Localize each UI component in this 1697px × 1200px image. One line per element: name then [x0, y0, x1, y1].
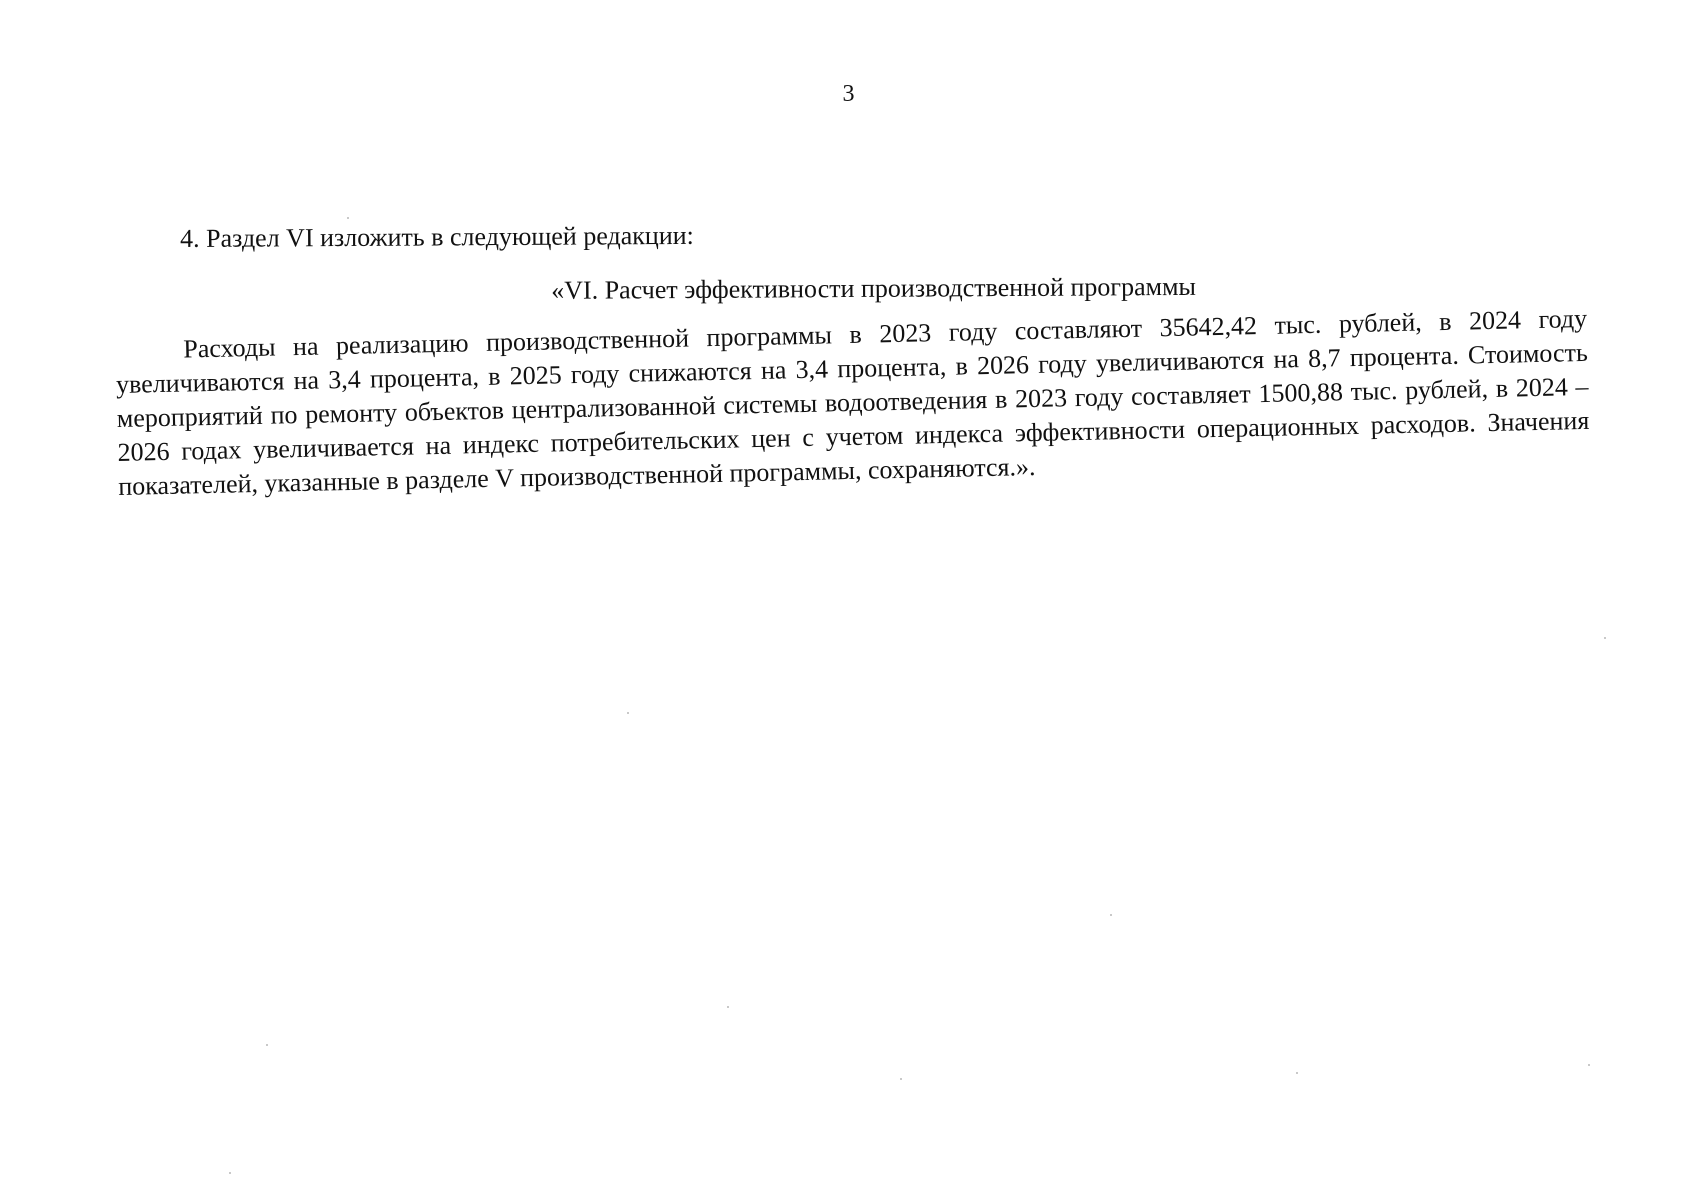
scan-speck: [347, 217, 349, 219]
section-title: «VI. Расчет эффективности производственной программы: [551, 271, 1197, 305]
scan-speck: [727, 1006, 729, 1008]
scan-speck: [1110, 914, 1112, 916]
scan-speck: [1296, 1072, 1298, 1074]
scan-speck: [900, 1078, 902, 1080]
scan-speck: [627, 712, 629, 714]
scan-speck: [266, 1044, 268, 1046]
item-heading: 4. Раздел VI изложить в следующей редакции:: [180, 220, 694, 253]
scan-speck: [1604, 637, 1606, 639]
scan-speck: [1588, 1064, 1590, 1066]
page-number: 3: [842, 81, 855, 107]
body-paragraph: Расходы на реализацию производственной программы в 2023 году составляют 35642,42 тыс. рублей, в 2024 году увеличиваются на 3,4 процента, в 2025 году снижаются на 3,4 процента, в 2026 году увеличиваются на 8,7 процента. Стоимость мероприятий по ремонту объектов централизованной системы водоотведения в 2023 году составляет 1500,88 тыс. рублей, в 2024 – 2026 годах увеличивается на индекс потребительских цен с учетом индекса эффективности операционных расходов. Значения показателей, указанные в разделе V производственной программы, сохраняются.».: [115, 303, 1590, 501]
scan-speck: [229, 1172, 231, 1174]
